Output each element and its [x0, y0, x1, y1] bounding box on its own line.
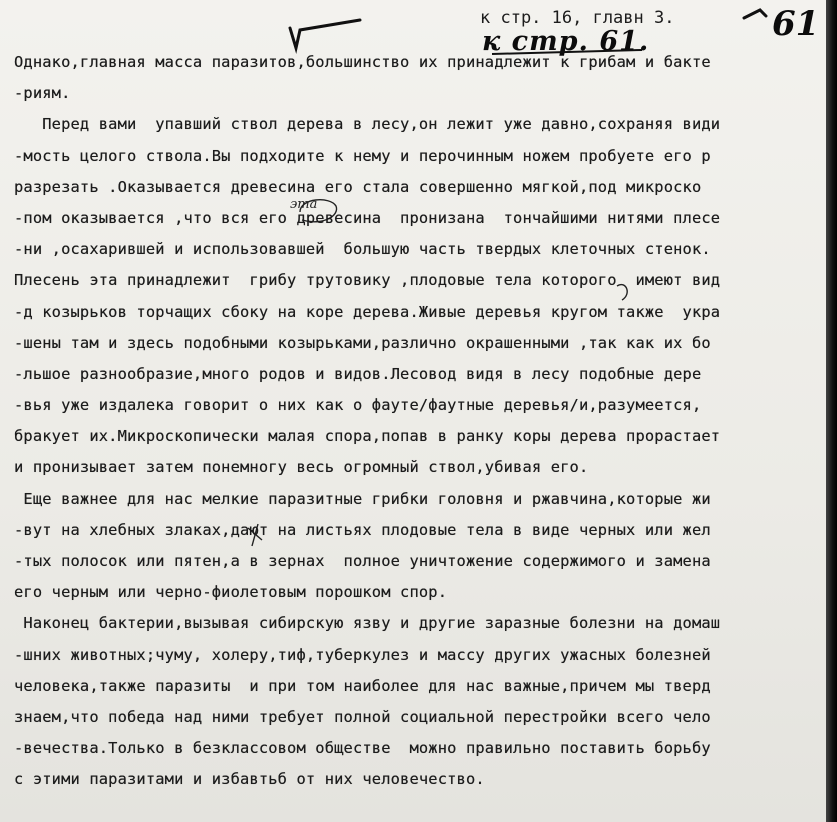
text-line: с этими паразитами и избавтьб от них человечество. — [14, 770, 485, 789]
page-number-handwritten: 61 — [772, 4, 820, 44]
scan-dark-edge — [826, 0, 837, 822]
text-line: -ни ,осахарившей и использовавшей большую часть твердых клеточных стенок. — [14, 240, 711, 259]
text-line: и пронизывает затем понемногу весь огромный ствол,убивая его. — [14, 458, 589, 477]
text-line: Плесень эта принадлежит грибу трутовику ,плодовые тела которого имеют вид — [14, 271, 721, 290]
page-reference-handwritten: к стр. 61. — [482, 26, 650, 57]
text-line: -д козырьков торчащих сбоку на коре дерева.Живые деревья кругом также укра — [14, 302, 721, 321]
text-line: -пом оказывается ,что вся его древесина пронизана тончайшими нитями плесе — [14, 208, 721, 227]
text-line: -тых полосок или пятен,а в зернах полное уничтожение содержимого и замена — [14, 552, 711, 570]
text-line: Еще важнее для нас мелкие паразитные грибки головня и ржавчина,которые жи — [14, 489, 711, 508]
text-line: человека,также паразиты и при том наиболее для нас важные,причем мы тверд — [14, 676, 711, 695]
text-line: бракует их.Микроскопически малая спора,попав в ранку коры дерева прорастает — [14, 427, 721, 446]
paragraph — [14, 608, 826, 795]
text-line: знаем,что победа над ними требует полной социальной перестройки всего чело — [14, 707, 711, 726]
body-text — [14, 47, 826, 796]
text-line: -вечества.Только в безклассовом обществе можно правильно поставить борьбу — [14, 739, 711, 758]
text-line: -шних животных;чуму, холеру,тиф,туберкулез и массу других ужасных болезней — [14, 645, 711, 664]
text-line: разрезать .Оказывается древесина его стала совершенно мягкой,под микроско — [14, 177, 702, 196]
text-line: -вья уже издалека говорит о них как о фауте/фаутные деревья/и,разумеется, — [14, 396, 702, 415]
text-line: -льшое разнообразие,много родов и видов.Лесовод видя в лесу подобные дере — [14, 364, 702, 383]
text-line: -вут на хлебных злаках,дают на листьях плодовые тела в виде черных или жел — [14, 520, 711, 539]
pagenum-mark — [744, 10, 766, 18]
text-line: Однако,главная масса паразитов,большинство их принадлежит к грибам и бакте — [14, 53, 711, 71]
text-line: -риям. — [14, 84, 71, 103]
checkmark-stroke — [290, 20, 360, 48]
paragraph — [14, 109, 826, 483]
text-line: -шены там и здесь подобными козырьками,различно окрашенными ,так как их бо — [14, 333, 711, 352]
text-line: Наконец бактерии,вызывая сибирскую язву и другие заразные болезни на домаш — [14, 614, 721, 633]
text-line: -мость целого ствола.Вы подходите к нему и перочинным ножем пробуете его р — [14, 146, 711, 165]
text-line: его черным или черно-фиолетовым порошком спор. — [14, 583, 448, 602]
paragraph — [14, 484, 826, 609]
text-line: Перед вами упавший ствол дерева в лесу,он лежит уже давно,сохраняя види — [14, 115, 721, 134]
paragraph — [14, 47, 826, 109]
page-reference-typed: к стр. 16, главн 3. — [480, 8, 675, 28]
handwritten-insert: эта — [290, 197, 318, 212]
